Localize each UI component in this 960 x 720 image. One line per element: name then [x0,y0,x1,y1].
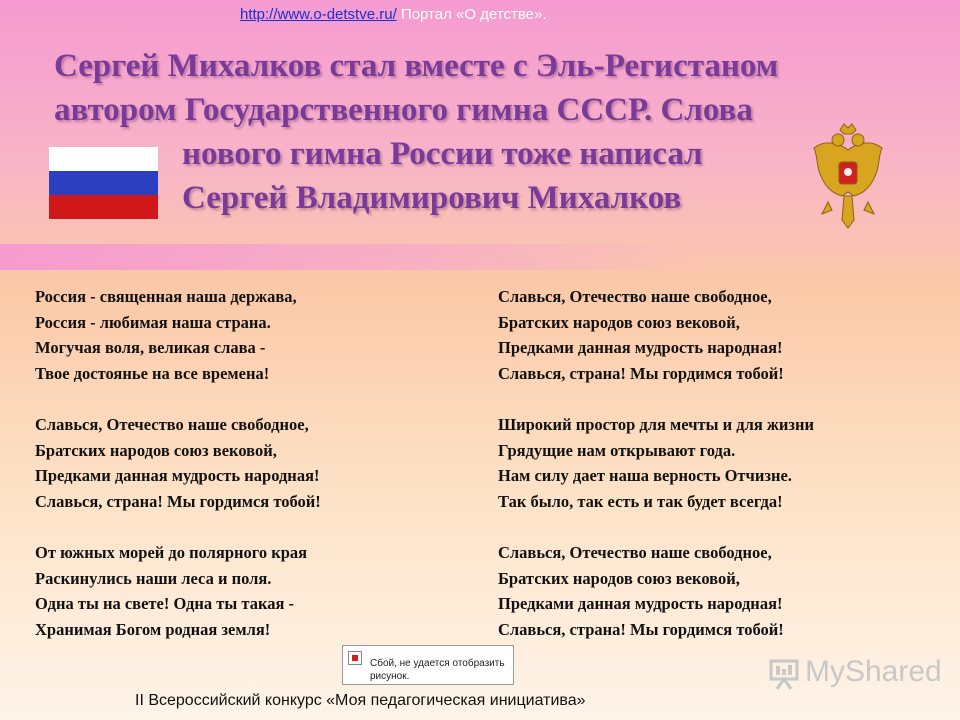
stanza [35,540,321,642]
decorative-band [0,244,700,270]
broken-image-icon [348,651,362,665]
title-line-1: Сергей Михалков стал вместе с Эль-Регистаном [54,48,779,84]
verse-line: Предками данная мудрость народная! [498,338,783,358]
verse-line: Славься, Отечество наше свободное, [498,542,772,562]
anthem-left-column [35,284,321,668]
verse-line: Предками данная мудрость народная! [35,466,320,486]
verse-line: Россия - любимая наша страна. [35,312,271,332]
verse-line: Нам силу дает наша верность Отчизне. [498,466,792,486]
stanza [498,412,814,514]
verse-line: Широкий простор для мечты и для жизни [498,414,815,434]
anthem-right-column [498,284,814,668]
verse-line: Братских народов союз вековой, [498,568,740,588]
flag-stripe-blue [49,171,158,195]
verse-line: Хранимая Богом родная земля! [35,619,271,639]
verse-line: Так было, так есть и так будет всегда! [498,491,783,511]
verse-line: Россия - священная наша держава, [35,287,297,306]
verse-line: Славься, Отечество наше свободное, [498,287,772,306]
verse-line: Славься, страна! Мы гордимся тобой! [35,491,321,511]
verse-line: Братских народов союз вековой, [35,440,277,460]
footer-text: II Всероссийский конкурс «Моя педагогическая инициатива» [135,692,586,709]
portal-name: Портал «О детстве». [400,6,547,23]
verse-line: Могучая воля, великая слава - [35,338,266,358]
verse-line: Славься, страна! Мы гордимся тобой! [498,363,784,383]
verse-line: Раскинулись наши леса и поля. [35,568,272,588]
flag-stripe-white [49,147,158,171]
title-line-2: автором Государственного гимна СССР. Слова [54,92,753,128]
myshared-watermark [767,655,942,691]
portal-url-link[interactable]: http://www.o-detstve.ru/ [240,6,397,23]
verse-line: Твое достоянье на все времена! [35,363,270,383]
presentation-icon [767,657,801,691]
broken-image-placeholder [342,645,514,685]
stanza [35,284,321,386]
verse-line: Предками данная мудрость народная! [498,594,783,614]
title-line-4: Сергей Владимирович Михалков [182,180,682,216]
russian-coat-of-arms-icon [808,122,888,232]
broken-image-text: Сбой, не удается отобразить рисунок. [370,658,505,682]
verse-line: Славься, Отечество наше свободное, [35,414,309,434]
verse-line: От южных морей до полярного края [35,542,308,562]
flag-stripe-red [49,195,158,219]
stanza [498,540,814,642]
verse-line: Одна ты на свете! Одна ты такая - [35,594,295,614]
verse-line: Славься, страна! Мы гордимся тобой! [498,619,784,639]
title-line-3: нового гимна России тоже написал [182,136,703,172]
russian-flag-icon [49,147,158,219]
stanza [35,412,321,514]
stanza [498,284,814,386]
watermark-text: MyShared [805,655,942,688]
verse-line: Братских народов союз вековой, [498,312,740,332]
page-title [54,44,914,220]
verse-line: Грядущие нам открывают года. [498,440,736,460]
header-link [240,6,547,23]
